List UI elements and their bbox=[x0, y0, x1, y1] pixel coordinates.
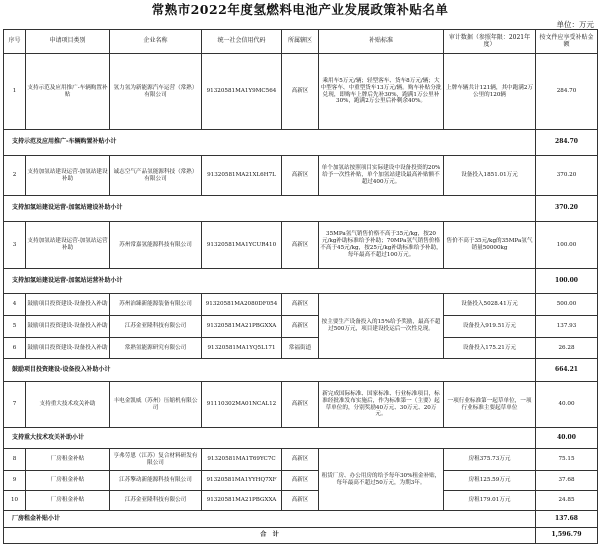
cell-seq: 4 bbox=[4, 294, 26, 316]
cell-district: 高新区 bbox=[282, 222, 319, 269]
cell-district: 高新区 bbox=[282, 471, 319, 491]
cell-standard: 租赁厂房、办公用房的给予每年30%租金补贴，每年最高不超过50万元，为期3年。 bbox=[319, 449, 444, 511]
unit-label: 单位：万元 bbox=[556, 20, 594, 29]
cell-amount: 137.93 bbox=[536, 316, 598, 338]
subtotal-amount: 664.21 bbox=[536, 359, 598, 382]
cell-audit: 一项行业标准第一起草单位，一项行业标准主要起草单位 bbox=[444, 382, 536, 428]
cell-amount: 40.00 bbox=[536, 382, 598, 428]
table-row bbox=[4, 156, 598, 196]
cell-amount: 370.20 bbox=[536, 156, 598, 196]
cell-category: 支持示范及应用推广-车辆购置补贴 bbox=[26, 54, 110, 130]
cell-amount: 24.85 bbox=[536, 491, 598, 511]
cell-category: 鼓励项目投资建设-设备投入补助 bbox=[26, 338, 110, 359]
cell-amount: 75.15 bbox=[536, 449, 598, 471]
subtotal-amount: 40.00 bbox=[536, 428, 598, 449]
table-row bbox=[4, 294, 598, 316]
subtotal-amount: 370.20 bbox=[536, 196, 598, 222]
header-category: 申请项目类别 bbox=[26, 30, 110, 54]
cell-district: 高新区 bbox=[282, 449, 319, 471]
cell-seq: 7 bbox=[4, 382, 26, 428]
cell-seq: 6 bbox=[4, 338, 26, 359]
subtotal-label: 支持示范及应用推广-车辆购置补贴小计 bbox=[4, 130, 536, 156]
cell-audit: 上牌车辆共计121辆，其中跑满2万公里的120辆 bbox=[444, 54, 536, 130]
cell-district: 高新区 bbox=[282, 294, 319, 316]
cell-credit-code: 91320581MA1YQ5L171 bbox=[202, 338, 282, 359]
cell-audit: 售价不高于35元/kg的35MPa氢气销量50000kg bbox=[444, 222, 536, 269]
header-company: 企业名称 bbox=[110, 30, 202, 54]
subsidy-table bbox=[3, 29, 598, 544]
cell-company: 常熟氢能源研究有限公司 bbox=[110, 338, 202, 359]
subtotal-label: 鼓励项目投资建设-设备投入补助小计 bbox=[4, 359, 536, 382]
cell-district: 高新区 bbox=[282, 491, 319, 511]
cell-standard: 新完成国际标准、国家标准、行业标准项目，标准经批准发布实施后，作为标准第一（主要）起草单位的，分别奖励40万元、30万元、20万元。 bbox=[319, 382, 444, 428]
cell-credit-code: 91110302MA01NCAL12 bbox=[202, 382, 282, 428]
total-row bbox=[4, 528, 598, 544]
cell-standard: 乘用车5万元/辆；轻型客车、货车8万元/辆；大中型客车、中重型货车13万元/辆。购车补贴分批兑现，即购车上牌后先补30%，跑满1万公里补30%，跑满2万公里后补剩余40%。 bbox=[319, 54, 444, 130]
cell-audit: 房租375.73万元 bbox=[444, 449, 536, 471]
cell-seq: 10 bbox=[4, 491, 26, 511]
cell-audit: 设备投入175.21万元 bbox=[444, 338, 536, 359]
cell-district: 常福街道 bbox=[282, 338, 319, 359]
cell-district: 高新区 bbox=[282, 54, 319, 130]
table-row bbox=[4, 382, 598, 428]
cell-standard: 单个加氢站按照项目实际建设中设备投资的20%给予一次性补贴，单个加氢站建设最高补贴额不超过400万元。 bbox=[319, 156, 444, 196]
subtotal-amount: 284.70 bbox=[536, 130, 598, 156]
subtotal-row bbox=[4, 130, 598, 156]
document-title: 常熟市2022年度氢燃料电池产业发展政策补贴名单 bbox=[151, 2, 449, 17]
subtotal-label: 支持加氢站建设运营-加氢站运营补助小计 bbox=[4, 269, 536, 294]
cell-category: 鼓励项目投资建设-设备投入补助 bbox=[26, 294, 110, 316]
cell-audit: 房租179.01万元 bbox=[444, 491, 536, 511]
header-district: 所属辖区 bbox=[282, 30, 319, 54]
cell-company: 江苏擎动新能源科技有限公司 bbox=[110, 471, 202, 491]
subtotal-amount: 100.00 bbox=[536, 269, 598, 294]
cell-audit: 设备投入1851.01万元 bbox=[444, 156, 536, 196]
total-amount: 1,596.79 bbox=[536, 528, 598, 544]
cell-company: 亨弗劳恩（江苏）复合材料研发有限公司 bbox=[110, 449, 202, 471]
cell-audit: 设备投入5028.41万元 bbox=[444, 294, 536, 316]
cell-district: 高新区 bbox=[282, 156, 319, 196]
header-standard: 补贴标准 bbox=[319, 30, 444, 54]
cell-seq: 8 bbox=[4, 449, 26, 471]
subtotal-label: 厂房租金补贴小计 bbox=[4, 511, 536, 528]
cell-standard: 按主要生产设备投入的15%给予奖励，最高不超过500万元，项目建设投运后一次性兑现。 bbox=[319, 294, 444, 359]
cell-district: 高新区 bbox=[282, 316, 319, 338]
table-row bbox=[4, 338, 598, 359]
table-row bbox=[4, 471, 598, 491]
cell-audit: 设备投入919.51万元 bbox=[444, 316, 536, 338]
header-amount: 按文件应享受补贴金额 bbox=[536, 30, 598, 54]
cell-amount: 37.68 bbox=[536, 471, 598, 491]
cell-credit-code: 91320581MA1YCUR410 bbox=[202, 222, 282, 269]
table-row bbox=[4, 491, 598, 511]
subtotal-label: 支持加氢站建设运营-加氢站建设补助小计 bbox=[4, 196, 536, 222]
cell-category: 支持加氢站建设运营-加氢站建设补助 bbox=[26, 156, 110, 196]
cell-credit-code: 91320581MA21XL6H7L bbox=[202, 156, 282, 196]
cell-credit-code: 91320581MA1Y9MC564 bbox=[202, 54, 282, 130]
cell-credit-code: 91320581MA21PBGXXA bbox=[202, 491, 282, 511]
cell-category: 厂房租金补贴 bbox=[26, 449, 110, 471]
header-row bbox=[4, 30, 598, 54]
subtotal-row bbox=[4, 269, 598, 294]
cell-audit: 房租125.59万元 bbox=[444, 471, 536, 491]
subtotal-label: 支持重大技术攻关补助小计 bbox=[4, 428, 536, 449]
subtotal-amount: 137.68 bbox=[536, 511, 598, 528]
cell-category: 支持加氢站建设运营-加氢站运营补助 bbox=[26, 222, 110, 269]
cell-amount: 284.70 bbox=[536, 54, 598, 130]
cell-category: 厂房租金补贴 bbox=[26, 491, 110, 511]
cell-amount: 100.00 bbox=[536, 222, 598, 269]
subtotal-row bbox=[4, 511, 598, 528]
table-row bbox=[4, 449, 598, 471]
cell-company: 江苏金亚隆科技有限公司 bbox=[110, 491, 202, 511]
cell-company: 江苏金亚隆科技有限公司 bbox=[110, 316, 202, 338]
cell-amount: 500.00 bbox=[536, 294, 598, 316]
cell-seq: 5 bbox=[4, 316, 26, 338]
total-label: 合 计 bbox=[4, 528, 536, 544]
cell-company: 苏州治臻新能源装备有限公司 bbox=[110, 294, 202, 316]
cell-seq: 1 bbox=[4, 54, 26, 130]
cell-amount: 26.28 bbox=[536, 338, 598, 359]
header-credit-code: 统一社会信用代码 bbox=[202, 30, 282, 54]
cell-credit-code: 91320581MA2080DF054 bbox=[202, 294, 282, 316]
cell-credit-code: 91320581MA21PBGXXA bbox=[202, 316, 282, 338]
cell-seq: 2 bbox=[4, 156, 26, 196]
cell-company: 氢力氢为新能源汽车运营（常熟）有限公司 bbox=[110, 54, 202, 130]
subtotal-row bbox=[4, 428, 598, 449]
cell-company: 苏州常嘉氢能源科技有限公司 bbox=[110, 222, 202, 269]
cell-seq: 3 bbox=[4, 222, 26, 269]
cell-seq: 9 bbox=[4, 471, 26, 491]
cell-company: 诚志空气产品氢能源科技（常熟）有限公司 bbox=[110, 156, 202, 196]
cell-standard: 35MPa氢气销售价格不高于35元/kg，按20元/kg补助标准给予补助；70MPa氢气销售价格不高于45元/kg，按25元/kg补助标准给予补助，每年最高不超过100万元。 bbox=[319, 222, 444, 269]
header-seq: 序号 bbox=[4, 30, 26, 54]
table-row bbox=[4, 222, 598, 269]
table-row bbox=[4, 316, 598, 338]
cell-credit-code: 91320581MA1T69YC7C bbox=[202, 449, 282, 471]
cell-category: 鼓励项目投资建设-设备投入补助 bbox=[26, 316, 110, 338]
cell-credit-code: 91320581MA1YYHQ7XF bbox=[202, 471, 282, 491]
subtotal-row bbox=[4, 359, 598, 382]
table-row bbox=[4, 54, 598, 130]
header-audit: 审计数据（参照年限：2021年度） bbox=[444, 30, 536, 54]
subtotal-row bbox=[4, 196, 598, 222]
cell-company: 丰电金凯威（苏州）压缩机有限公司 bbox=[110, 382, 202, 428]
cell-district: 高新区 bbox=[282, 382, 319, 428]
cell-category: 支持重大技术攻关补助 bbox=[26, 382, 110, 428]
cell-category: 厂房租金补贴 bbox=[26, 471, 110, 491]
